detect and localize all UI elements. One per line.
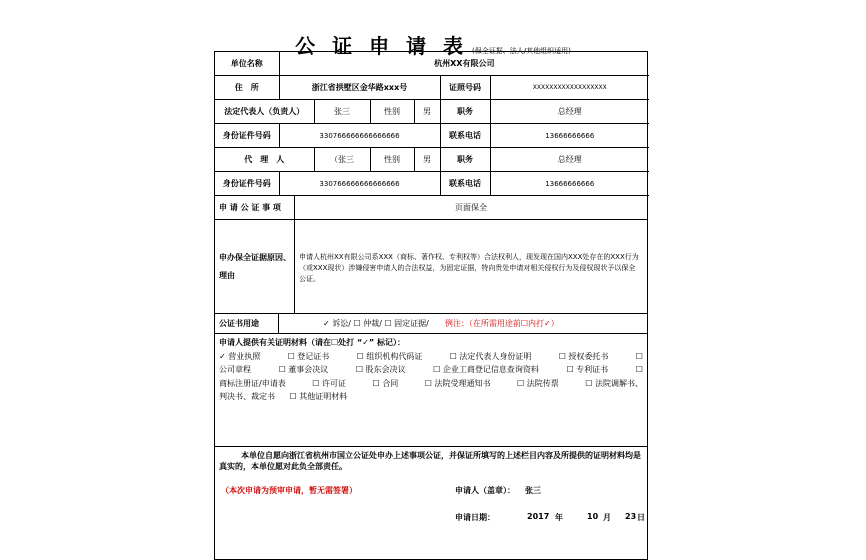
- legal-rep-id[interactable]: 330766666666666666: [279, 124, 440, 148]
- address-value[interactable]: 浙江省拱墅区金华路xxx号: [279, 76, 440, 100]
- pre-review-note: （本次申请为预审申请，暂无需签署）: [221, 486, 357, 495]
- material-board-resolution[interactable]: ☐ 董事会决议: [278, 365, 329, 374]
- material-other-proof[interactable]: ☐ 其他证明材料: [289, 392, 348, 401]
- date-year[interactable]: 2017: [527, 512, 550, 521]
- legal-rep-gender[interactable]: 男: [414, 100, 440, 124]
- reason-text[interactable]: 申请人杭州XX有限公司系XXX（商标、著作权、专利权等）合法权利人，现发现在国内XXX处存在的XXX行为（或XXX现状）涉嫌侵害申请人的合法权益，为固定证据，特向贵处申请对相关侵权行为及侵权现状予以保全公证。: [299, 253, 639, 283]
- signer-label: 申请人（盖章）：: [455, 486, 515, 495]
- legal-rep-phone[interactable]: 13666666666: [490, 124, 649, 148]
- table-row: [215, 76, 649, 100]
- usage-row: [215, 314, 647, 334]
- material-patent-cert[interactable]: ☐ 专利证书: [566, 365, 609, 374]
- date-label: 申请日期：: [455, 513, 495, 522]
- materials-row-1: [219, 350, 643, 364]
- material-judgment-ruling: 判决书、裁定书: [219, 392, 275, 401]
- agent-id[interactable]: 330766666666666666: [279, 172, 440, 196]
- material-org-code-cert[interactable]: ☐ 组织机构代码证: [356, 351, 423, 361]
- usage-example-note: 例注：（在所需用途前☐内打✓）: [444, 319, 559, 328]
- materials-section: [215, 334, 647, 447]
- material-shareholder-resolution[interactable]: ☐ 股东会决议: [355, 365, 406, 374]
- reason-row: [215, 220, 647, 314]
- date-day[interactable]: 23: [625, 512, 637, 521]
- materials-row-3: [219, 377, 643, 391]
- material-business-license[interactable]: ✓ 营业执照: [219, 351, 261, 361]
- date-day-unit: 日: [637, 513, 645, 522]
- table-row: [215, 172, 649, 196]
- agent-name[interactable]: （张三: [314, 148, 370, 172]
- agent-gender-label: 性别: [370, 148, 414, 172]
- date-month[interactable]: 10: [587, 512, 599, 521]
- matter-label: 申 请 公 证 事 项: [215, 196, 295, 219]
- material-power-of-attorney[interactable]: ☐ 授权委托书: [558, 351, 609, 361]
- material-checkbox-extra-1[interactable]: ☐: [635, 351, 643, 361]
- agent-position-label: 职务: [440, 148, 490, 172]
- agent-label: 代 理 人: [215, 148, 314, 172]
- table-row: [215, 52, 649, 76]
- date-year-unit: 年: [555, 513, 563, 522]
- material-business-registration-info[interactable]: ☐ 企业工商登记信息查询资料: [433, 365, 539, 374]
- usage-label: 公证书用途: [215, 314, 279, 333]
- license-value[interactable]: XXXXXXXXXXXXXXXXXX: [490, 76, 649, 100]
- table-row: [215, 124, 649, 148]
- material-legal-rep-id-proof[interactable]: ☐ 法定代表人身份证明: [449, 351, 532, 361]
- unit-name-value[interactable]: 杭州XX有限公司: [279, 52, 649, 76]
- material-registration-cert[interactable]: ☐ 登记证书: [287, 351, 330, 361]
- legal-rep-position[interactable]: 总经理: [490, 100, 649, 124]
- position-label: 职务: [440, 100, 490, 124]
- agent-phone[interactable]: 13666666666: [490, 172, 649, 196]
- agent-phone-label: 联系电话: [440, 172, 490, 196]
- page-title: 公 证 申 请 表: [295, 34, 469, 58]
- signer-value[interactable]: 张三: [525, 486, 541, 495]
- table-row: [215, 148, 649, 172]
- table-row: [215, 100, 649, 124]
- matter-value[interactable]: 页面保全: [455, 203, 487, 212]
- agent-id-label: 身份证件号码: [215, 172, 279, 196]
- material-court-summons[interactable]: ☐ 法院传票: [516, 378, 559, 388]
- phone-label: 联系电话: [440, 124, 490, 148]
- unit-name-label: 单位名称: [215, 52, 279, 76]
- address-label: 住 所: [215, 76, 279, 100]
- materials-heading: 申请人提供有关证明材料（请在☐处打 “✓” 标记）：: [219, 338, 405, 347]
- legal-rep-label: 法定代表人（负责人）: [215, 100, 314, 124]
- date-month-unit: 月: [603, 513, 611, 522]
- declaration-section: [215, 447, 647, 542]
- application-form: [214, 51, 648, 560]
- material-trademark-registration[interactable]: 商标注册证/申请表: [219, 378, 286, 388]
- material-court-mediation[interactable]: ☐ 法院调解书、: [585, 378, 643, 388]
- materials-row-4: [219, 390, 643, 404]
- page-subtitle: (保全证据、法人/其他组织适用): [472, 47, 571, 55]
- agent-gender[interactable]: 男: [414, 148, 440, 172]
- matter-row: [215, 196, 647, 220]
- reason-label: 申办保全证据原因、理由: [215, 220, 295, 313]
- material-checkbox-extra-2[interactable]: ☐: [635, 365, 643, 374]
- material-court-acceptance-notice[interactable]: ☐ 法院受理通知书: [424, 378, 491, 388]
- agent-position[interactable]: 总经理: [490, 148, 649, 172]
- license-label: 证照号码: [440, 76, 490, 100]
- declaration-text: 本单位自愿向浙江省杭州市国立公证处申办上述事项公证，并保证所填写的上述栏目内容及所提供的证明材料均是真实的，本单位愿对此负全部责任。: [219, 451, 641, 471]
- material-contract[interactable]: ☐ 合同: [372, 378, 399, 388]
- materials-row-2: [219, 363, 643, 377]
- applicant-info-table: [215, 52, 649, 196]
- material-articles-of-association[interactable]: 公司章程: [219, 365, 251, 374]
- material-permit[interactable]: ☐ 许可证: [312, 378, 346, 388]
- usage-options[interactable]: ✓ 诉讼/ ☐ 仲裁/ ☐ 固定证据/: [323, 319, 429, 328]
- id-label: 身份证件号码: [215, 124, 279, 148]
- legal-rep-name[interactable]: 张三: [314, 100, 370, 124]
- gender-label: 性别: [370, 100, 414, 124]
